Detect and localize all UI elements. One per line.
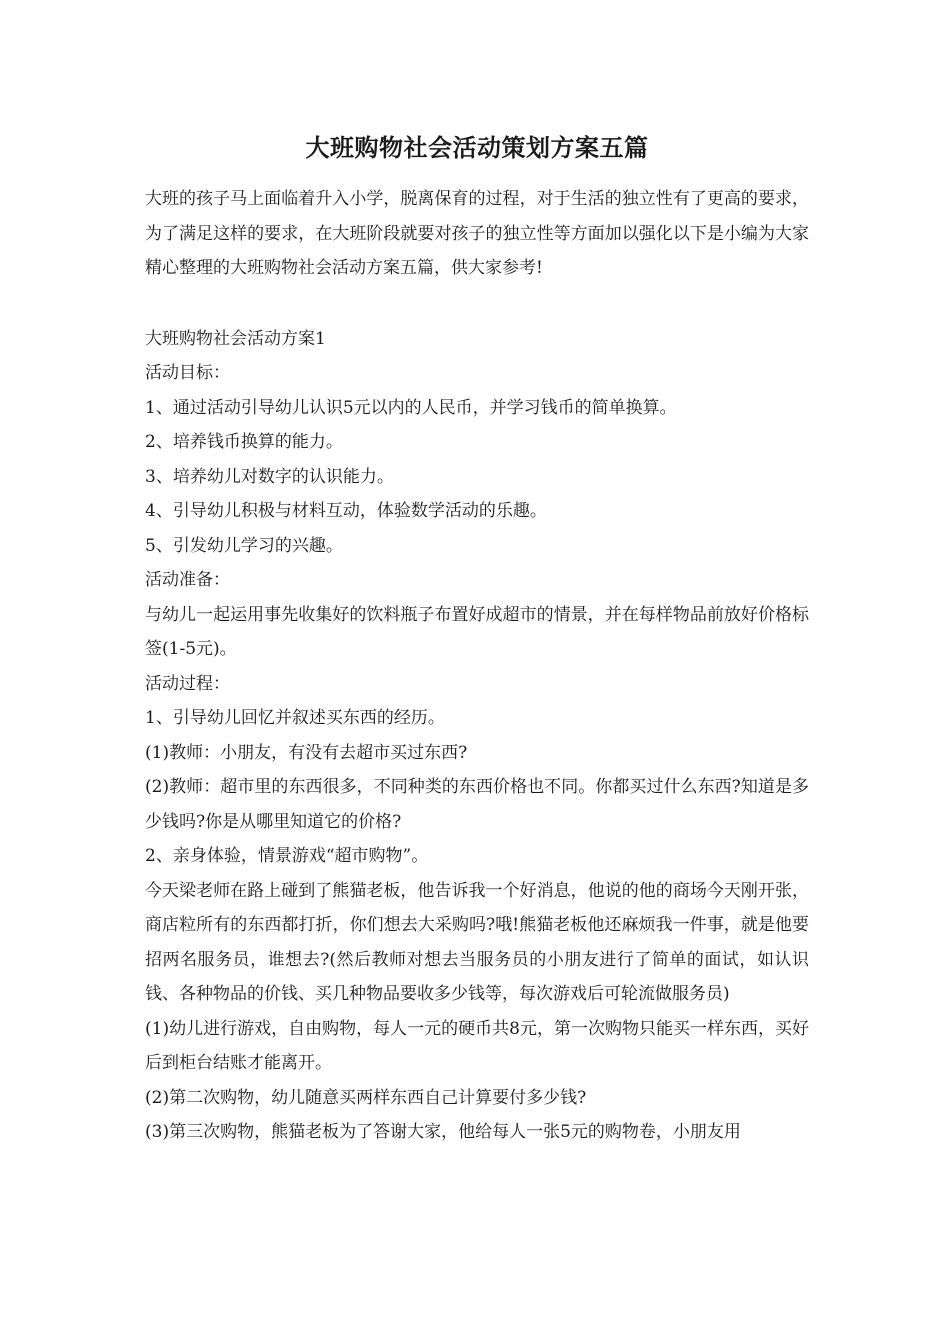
body-paragraph: 今天梁老师在路上碰到了熊猫老板，他告诉我一个好消息，他说的他的商场今天刚开张，商店粒所有的东西都打折，你们想去大采购吗?哦!熊猫老板他还麻烦我一件事，就是他要招两名服务员，谁想去?(然后教师对想去当服务员的小朋友进行了简单的面试，如认识钱、各种物品的价钱、买几种物品要收多少钱等，每次游戏后可轮流做服务员) [145, 880, 809, 1004]
body-paragraph: 1、通过活动引导幼儿认识5元以内的人民币，并学习钱币的简单换算。 [145, 397, 677, 418]
body-paragraph: (2)第二次购物，幼儿随意买两样东西自己计算要付多少钱? [145, 1087, 587, 1108]
body-paragraph: 与幼儿一起运用事先收集好的饮料瓶子布置好成超市的情景，并在每样物品前放好价格标签(1-5元)。 [145, 604, 809, 659]
subheading-preparation: 活动准备： [145, 570, 230, 590]
document-title: 大班购物社会活动策划方案五篇 [305, 133, 649, 162]
body-paragraph: (3)第三次购物，熊猫老板为了答谢大家，他给每人一张5元的购物卷，小朋友用 [145, 1122, 741, 1142]
body-paragraph: 2、亲身体验，情景游戏“超市购物”。 [145, 846, 429, 866]
subheading-process: 活动过程： [145, 673, 230, 694]
body-paragraph: 3、培养幼儿对数字的认识能力。 [145, 466, 394, 487]
body-paragraph: (1)教师：小朋友，有没有去超市买过东西? [145, 742, 468, 763]
body-paragraph: 5、引发幼儿学习的兴趣。 [145, 535, 343, 556]
body-paragraph: 1、引导幼儿回忆并叙述买东西的经历。 [145, 708, 445, 728]
body-paragraph: 4、引导幼儿积极与材料互动，体验数学活动的乐趣。 [145, 501, 547, 521]
section-heading: 大班购物社会活动方案1 [145, 328, 326, 349]
body-paragraph: (2)教师：超市里的东西很多，不同种类的东西价格也不同。你都买过什么东西?知道是多少钱吗?你是从哪里知道它的价格? [145, 777, 809, 832]
document-page [145, 128, 809, 1150]
body-paragraph: (1)幼儿进行游戏，自由购物，每人一元的硬币共8元，第一次购物只能买一样东西，买好后到柜台结账才能离开。 [145, 1018, 809, 1073]
body-paragraph: 2、培养钱币换算的能力。 [145, 432, 343, 452]
subheading-goals: 活动目标： [145, 363, 230, 383]
intro-paragraph: 大班的孩子马上面临着升入小学，脱离保育的过程，对于生活的独立性有了更高的要求，为了满足这样的要求，在大班阶段就要对孩子的独立性等方面加以强化以下是小编为大家精心整理的大班购物社会活动方案五篇，供大家参考! [145, 189, 809, 278]
